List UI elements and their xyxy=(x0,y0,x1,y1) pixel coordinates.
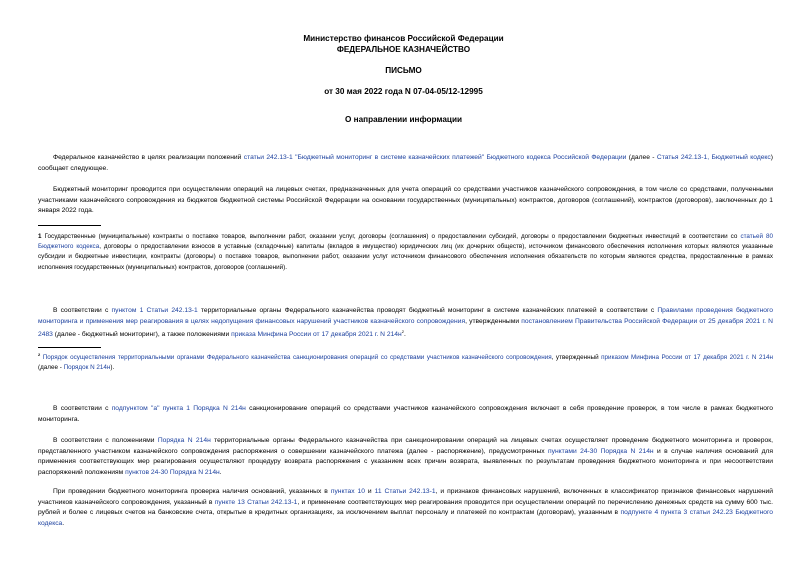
footnote-2-ref: 2 xyxy=(401,329,404,335)
paragraph-1 xyxy=(38,153,773,174)
p3-text-c: , утвержденными xyxy=(465,317,522,325)
paragraph-2 xyxy=(38,185,773,217)
ministry-title: Министерство финансов Российской Федерации xyxy=(303,34,504,43)
fn1-text-b: , договоры о предоставлении взносов в уставные (складочные) капиталы (вкладов в имущество) юридических лиц (их дочерних обществ), источником финансового обеспечения исполнения которых являются указанные субсидии и бюджетные инвестиции, контракты (договоры) о поставке товаров, выполнении работ, оказании услуг источником финансового обеспечения исполнения обязательств по которым являются средства, предоставленные в рамках исполнения государственных (муниципальных) контрактов, договоров (соглашений). xyxy=(38,243,773,271)
footnote-2 xyxy=(38,350,773,374)
footnote-separator xyxy=(38,225,101,226)
paragraph-6 xyxy=(38,487,773,529)
footnote-separator-2 xyxy=(38,347,101,348)
link-minfin-order[interactable]: приказа Минфина России от 17 декабря 2021 г. N 214н xyxy=(231,331,402,339)
p6-text-d: , и применение соответствующих мер реагирования проводится при осуществлении операций по перечислению денежных средств на сумму 600 тыс. рублей и более с лицевых счетов на банковские счета, открытые в кредитных организациях, за исключением выплат персоналу и платежей по контрактам (договорам), указанным в xyxy=(38,498,773,517)
fn2-text-c: ). xyxy=(110,364,115,372)
doc-date-number: от 30 мая 2022 года N 07-04-05/12-12995 xyxy=(324,87,483,96)
p4-text-a: В соответствии с xyxy=(53,405,112,412)
footnote-1 xyxy=(38,232,773,273)
link-monitoring-rules[interactable]: Правилами проведения бюджетного мониторинга и применения мер реагирования в целях недопущения финансовых нарушений участников казначейского сопровождения xyxy=(38,307,774,325)
fn2-text-a: , утвержденный xyxy=(551,354,602,362)
link-article-242-13-1[interactable]: статьи 242.13-1 "Бюджетный мониторинг в системе казначейских платежей" Бюджетного кодекса Российской Федерации xyxy=(243,154,627,161)
p5-text-d: . xyxy=(219,468,222,476)
footnote-1-mark: 1 xyxy=(38,233,42,240)
link-minfin-order-2[interactable]: приказом Минфина России от 17 декабря 2021 г. N 214н xyxy=(601,354,773,362)
doc-subject: О направлении информации xyxy=(344,115,463,124)
p3-text-b: территориальные органы Федерального казначейства проводят бюджетный мониторинг в системе казначейских платежей в соответствии с xyxy=(197,307,658,314)
fn1-text-a: Государственные (муниципальные) контракты о поставке товаров, выполнении работ, оказании услуг, договоры (соглашения) о предоставлении субсидий, договоры о предоставлении бюджетных инвестиций в соответствии со xyxy=(41,233,741,240)
treasury-title: ФЕДЕРАЛЬНОЕ КАЗНАЧЕЙСТВО xyxy=(336,45,471,54)
fn2-text-b: (далее - xyxy=(38,364,64,372)
p2-text: Бюджетный мониторинг проводится при осуществлении операций на лицевых счетах, предназначенных для учета операций со средствами участников казначейского сопровождения, в том числе со средствами, полученными участниками казначейского сопровождения из бюджетов бюджетной системы Российской Федерации на основании государственных (муниципальных) контрактов, договоров (соглашений), контрактов (договоров), заключенных до 1 января 2022 года. xyxy=(38,186,773,215)
link-point-13[interactable]: пункте 13 Статьи 242.13-1 xyxy=(214,498,298,506)
link-procedure-214n[interactable]: Порядок N 214н xyxy=(63,364,111,372)
p5-text-a: В соответствии с положениями xyxy=(53,437,158,444)
p1-text-b: (далее - xyxy=(626,154,657,161)
p6-text-e: . xyxy=(62,519,65,527)
link-government-decree[interactable]: постановлением Правительства Российской Федерации от 25 декабря 2021 г. N 2483 xyxy=(38,317,773,339)
p3-text-d: (далее - бюджетный мониторинг), а также положениями xyxy=(52,331,232,339)
p6-text-a: При проведении бюджетного мониторинга проверка наличия оснований, указанных в xyxy=(53,488,331,495)
link-points-24-30-2[interactable]: пунктов 24-30 Порядка N 214н xyxy=(125,468,220,476)
p6-text-b: и xyxy=(364,488,375,495)
footnote-2-mark: 2 xyxy=(38,352,41,357)
link-point-1-article[interactable]: пунктом 1 Статьи 242.13-1 xyxy=(111,307,198,314)
link-article-80[interactable]: статьей 80 Бюджетного кодекса xyxy=(38,233,774,251)
p4-text-b: санкционирование операций со средствами участников казначейского сопровождения включает в себя проведение проверок, в том числе в рамках бюджетного мониторинга. xyxy=(38,405,773,423)
p1-text-c: ) сообщает следующее. xyxy=(38,154,774,172)
link-point-10[interactable]: пунктах 10 xyxy=(330,488,365,495)
link-article-budget-code[interactable]: Статья 242.13-1, Бюджетный кодекс xyxy=(656,154,771,161)
p5-text-b: территориальные органы Федерального казначейства при санкционировании операций на лицевых счетах осуществляет проведение бюджетного мониторинга и проверок, представленного участником казначейского сопровождения распоряжения о совершении казначейского платежа (далее - распоряжение), предусмотренных xyxy=(38,437,773,455)
paragraph-3 xyxy=(38,306,773,341)
paragraph-5 xyxy=(38,436,773,478)
doc-type: ПИСЬМО xyxy=(385,66,422,75)
link-point-11[interactable]: 11 Статьи 242.13-1 xyxy=(374,488,436,495)
p3-text-e: . xyxy=(403,331,406,339)
link-subpoint-a[interactable]: подпунктом "а" пункта 1 Порядка N 214н xyxy=(111,405,246,412)
p6-text-c: , и признаков финансовых нарушений, включенных в классификатор признаков финансовых нарушений участников казначейского сопровождения, указанный в xyxy=(38,488,773,506)
paragraph-4 xyxy=(38,404,773,425)
p5-text-c: и в случае наличия оснований для применения соответствующих мер реагирования осуществляют процедуру возврата распоряжения с указанием всех причин возврата, выявленных по результатам проведения бюджетного мониторинга и при несоответствии распоряжений положениям xyxy=(38,447,773,476)
link-procedure-214n-2[interactable]: Порядка N 214н xyxy=(157,437,211,444)
p1-text-a: Федеральное казначейство в целях реализации положений xyxy=(53,154,244,161)
link-subpoint-4-article-242-23[interactable]: подпункте 4 пункта 3 статьи 242.23 Бюджетного кодекса xyxy=(38,509,774,527)
p3-text-a: В соответствии с xyxy=(53,307,112,314)
link-points-24-30[interactable]: пунктами 24-30 Порядка N 214н xyxy=(548,447,654,455)
link-authorization-procedure[interactable]: Порядок осуществления территориальными органами Федерального казначейства санкционирования операций со средствами участников казначейского сопровождения xyxy=(40,354,552,362)
